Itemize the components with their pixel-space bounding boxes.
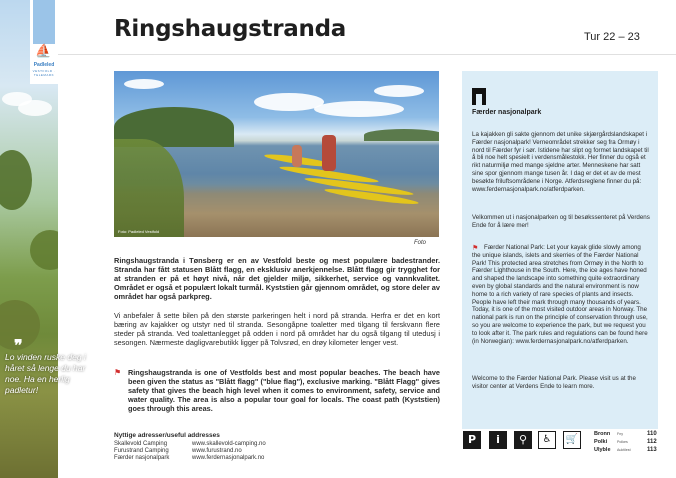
drinking-water-icon: ⚲ [514,431,532,449]
address-link[interactable]: www.ferdernasjonalpark.no [192,455,265,462]
address-name: Furustrand Camping [114,448,169,455]
quote-mark-icon: ❞ [14,336,23,355]
address-name: Skallevold Camping [114,441,168,447]
information-icon: i [489,431,507,449]
lead-paragraph: Ringshaugstranda i Tønsberg er en av Vestfold beste og mest populære badestrander. Stranda har fått statusen Blått flagg, en eksklusiv anerkjennelse. Blått flagg gir trygghet for at stranden er på et høyt nivå, når det gjelder miljø, sikkerhet, service og vannkvalitet. Området er også et populært lokalt turmål. Kyststien går gjennom området, og store deler av området har også parkpreg. [114,256,440,302]
beach-photo [114,71,439,237]
national-park-info-box [462,71,658,429]
side-quote: Lo vinden ruske deg i håret så lenge du har noe. Ha en herlig padletur! [5,352,86,395]
photo-credit: Foto: Padleled Vestfold [118,229,160,234]
tour-number: Tur 22 – 23 [584,31,640,43]
info-paragraph-no: La kajakken gli sakte gjennom det unike skjærgårdslandskapet i Færder nasjonalpark! Verneområdet strekker seg fra Ormøy i nord til Færder fyr i sør. Istidene har slipt og formet landskapet til å bli noe helt spesielt i verdensmålestokk. Her finner du også et rikt naturmiljø med mange sjeldne arter. Menneskene har satt sine spor gjennom mange tusen år. I dag er det et av de mest besøkte friluftsområdene i Norge. Atferdsreglene finner du på: www.ferdernasjonalpark.no/atferdparken. [472,131,649,193]
info-paragraph-en: Færder National Park: Let your kayak glide slowly among the unique islands, islets and skerries of the Færder National Park! This protected area stretches from Ormøy in the North to Færder Lighthouse in the South. Here, the ice ages have honed and shaped the landscape into something quite extraordinary even by global standards and the natural environment is now home to a rich variety of rare species of plants and insects. People have left their mark through many thousands of years. Today, it is one of the most visited outdoor areas in Norway. The national park is run on the principle of conservation through use, so you are welcome to experience the park, but we request you to look after it. The park rules and regulations can be found here (in Norwegian): www.ferdernasjonalpark.no/atferdparken. [472,244,648,345]
logo-bar [33,0,55,44]
info-paragraph-welcome-en: Welcome to the Færder National Park. Please visit us at the visitor center at Verdens Ende to learn more. [472,375,636,390]
useful-address-names [114,441,184,463]
map-references [594,430,672,454]
national-park-logo-icon [472,88,486,105]
brand-sub: VESTFOLD · TELEMARK [32,69,56,77]
useful-address-urls [192,441,302,463]
english-flag-icon: ⚑ [472,245,479,252]
padleled-logo [30,0,58,84]
parking-icon: P [463,431,481,449]
address-link[interactable]: www.skallevold-camping.no [192,441,266,447]
address-link[interactable]: www.furustrand.no [192,448,242,455]
header-divider [58,54,676,55]
info-box-title: Færder nasjonalpark [472,109,542,116]
toilet-icon: ♿ [538,431,556,449]
info-paragraph-welcome-no: Velkommen ut i nasjonalparken og til besøkssenteret på Verdens Ende for å lære mer! [472,214,650,229]
map-row: Ulyble Auktilest 113 [594,447,657,453]
map-row: Bronn Fny 110 [594,431,657,437]
address-name: Færder nasjonalpark [114,455,170,462]
map-row: Polki Polkes 112 [594,439,657,445]
kayak-paddle-icon: ⛵ [35,43,52,58]
photo-caption: Foto [414,240,427,246]
shop-icon: 🛒 [563,431,581,449]
brand-name: Padleled [33,62,55,68]
page-title: Ringshaugstranda [114,16,346,42]
english-flag-icon: ⚑ [114,368,122,377]
english-paragraph: Ringshaugstranda is one of Vestfolds best and most popular beaches. The beach have been given the status as "Blått flagg" ("blue flag"), exclusive marking. "Blått Flagg" gives safety that gives the beach high level when it comes to environment, safety, service and water quality. The area is also a popular tour goal for locals. The coast path (Kyststien) goes through this areas. [128,368,440,414]
body-paragraph: Vi anbefaler å sette bilen på den største parkeringen helt i nord på stranda. Herfra er det en kort bæring av kajakker og utstyr ned til stranda. Sesongåpne toaletter med tilgang til ferskvann flere steder på stranda. Ved toalettanlegget på odden i nord på området har du også tilgang til utedusj i sesongen. Nærmeste dagligvarebutikk ligger på Tolvsrød, en drøy kilometer lenger vest. [114,311,440,348]
useful-addresses-title: Nyttige adresser/useful addresses [114,432,220,439]
